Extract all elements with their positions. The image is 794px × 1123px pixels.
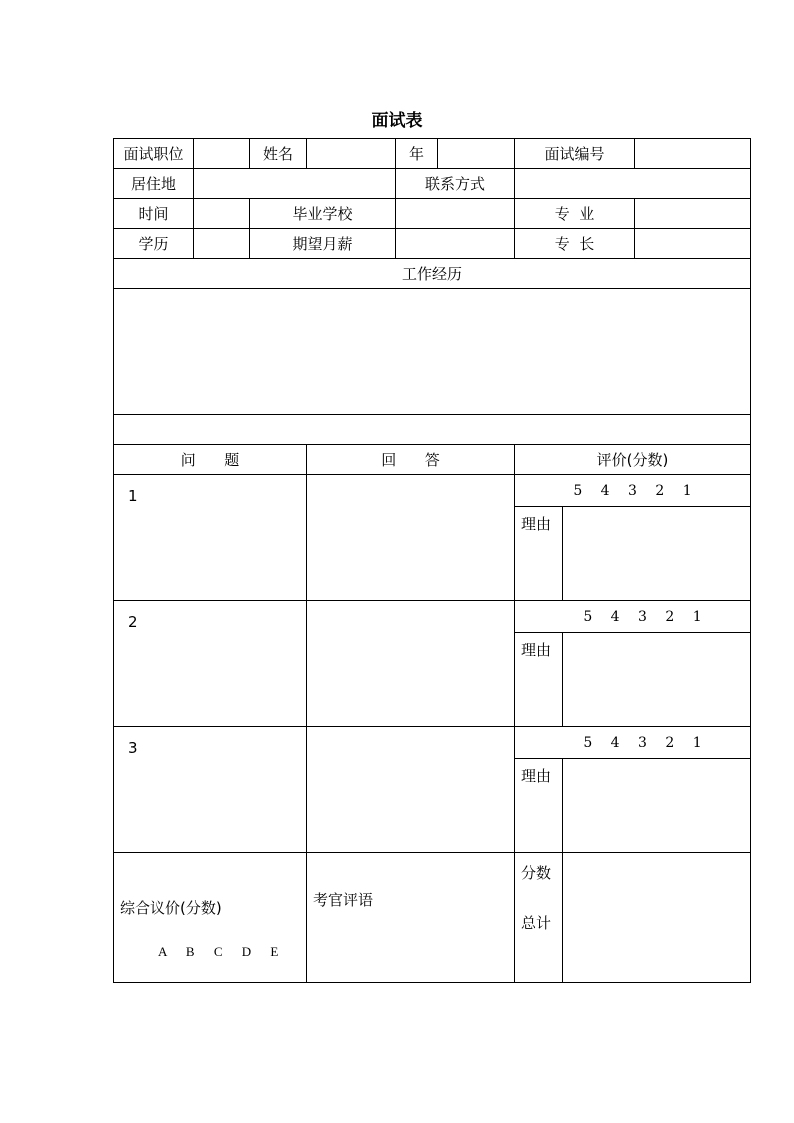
school-field[interactable] — [396, 199, 515, 229]
age-field[interactable] — [438, 139, 515, 169]
work-experience-field[interactable] — [114, 289, 751, 415]
question-1-reason-field[interactable] — [563, 507, 751, 601]
overall-evaluation-label: 综合议价(分数) — [120, 899, 222, 917]
blank-field[interactable] — [114, 415, 751, 445]
question-row-3 — [114, 727, 751, 759]
name-label: 姓名 — [250, 139, 307, 169]
residence-label: 居住地 — [114, 169, 194, 199]
question-header: 问 题 — [114, 445, 307, 475]
major-field[interactable] — [635, 199, 751, 229]
interview-no-field[interactable] — [635, 139, 751, 169]
school-label: 毕业学校 — [250, 199, 396, 229]
work-experience-row — [114, 289, 751, 415]
question-3-reason-label: 理由 — [515, 759, 563, 853]
interview-no-label: 面试编号 — [515, 139, 635, 169]
salary-label: 期望月薪 — [250, 229, 396, 259]
question-3-scores[interactable]: 5 4 3 2 1 — [515, 727, 751, 759]
major-label: 专 业 — [515, 199, 635, 229]
score-total-field[interactable] — [563, 853, 751, 983]
salary-field[interactable] — [396, 229, 515, 259]
score-total-cell — [515, 853, 563, 983]
age-label: 年 — [396, 139, 438, 169]
question-2-reason-field[interactable] — [563, 633, 751, 727]
name-field[interactable] — [307, 139, 396, 169]
answer-3-field[interactable] — [307, 727, 515, 853]
contact-label: 联系方式 — [396, 169, 515, 199]
total-label: 总计 — [521, 914, 552, 932]
question-2-reason-label: 理由 — [515, 633, 563, 727]
position-field[interactable] — [194, 139, 250, 169]
question-row-2 — [114, 601, 751, 633]
summary-row — [114, 853, 751, 983]
blank-row — [114, 415, 751, 445]
info-row-2 — [114, 169, 751, 199]
question-3-reason-field[interactable] — [563, 759, 751, 853]
overall-grades[interactable]: A B C D E — [158, 944, 279, 959]
time-label: 时间 — [114, 199, 194, 229]
education-field[interactable] — [194, 229, 250, 259]
qa-header-row — [114, 445, 751, 475]
specialty-field[interactable] — [635, 229, 751, 259]
specialty-label: 专 长 — [515, 229, 635, 259]
info-row-4 — [114, 229, 751, 259]
page-title: 面试表 — [371, 111, 423, 131]
question-row-1 — [114, 475, 751, 507]
examiner-comment-label: 考官评语 — [313, 891, 374, 909]
overall-evaluation-cell[interactable] — [114, 853, 307, 983]
education-label: 学历 — [114, 229, 194, 259]
question-2-scores[interactable]: 5 4 3 2 1 — [515, 601, 751, 633]
answer-1-field[interactable] — [307, 475, 515, 601]
answer-2-field[interactable] — [307, 601, 515, 727]
question-1-reason-label: 理由 — [515, 507, 563, 601]
question-1-number[interactable]: 1 — [114, 475, 307, 601]
evaluation-header: 评价(分数) — [515, 445, 751, 475]
score-label: 分数 — [521, 864, 552, 882]
answer-header: 回 答 — [307, 445, 515, 475]
time-field[interactable] — [194, 199, 250, 229]
info-row-1 — [114, 139, 751, 169]
info-row-3 — [114, 199, 751, 229]
examiner-comment-cell[interactable] — [307, 853, 515, 983]
question-1-scores[interactable]: 5 4 3 2 1 — [515, 475, 751, 507]
interview-form-table — [113, 138, 751, 983]
work-experience-header-row — [114, 259, 751, 289]
question-3-number[interactable]: 3 — [114, 727, 307, 853]
position-label: 面试职位 — [114, 139, 194, 169]
work-experience-label: 工作经历 — [114, 259, 751, 289]
residence-field[interactable] — [194, 169, 396, 199]
question-2-number[interactable]: 2 — [114, 601, 307, 727]
contact-field[interactable] — [515, 169, 751, 199]
